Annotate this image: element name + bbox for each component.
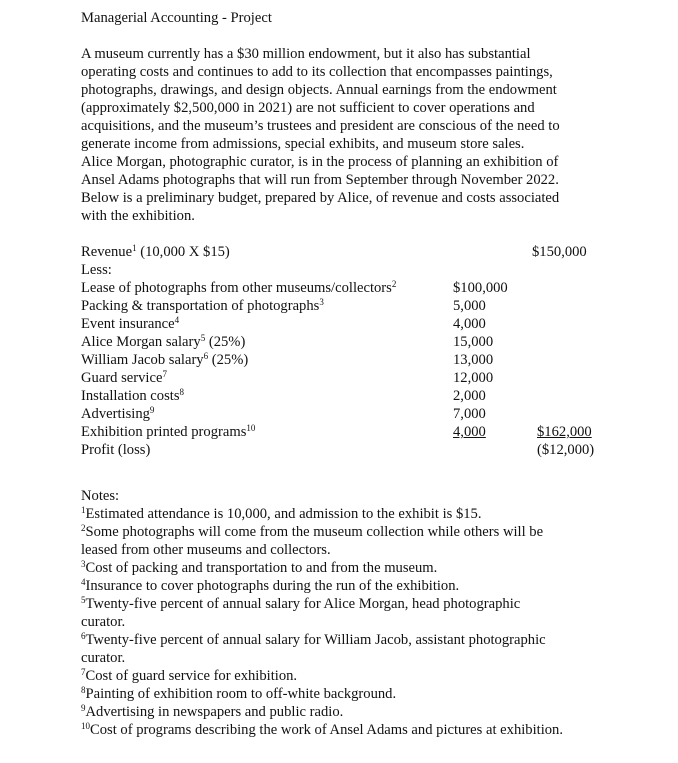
cost-suffix: (25%) [205,334,246,350]
note-line [81,667,641,685]
cost-amount: 4,000 [453,316,486,332]
intro-line: operating costs and continues to add to its collection that encompasses paintings, [81,64,553,80]
footnote-marker: 8 [179,387,184,397]
note-line [81,595,641,613]
cost-label: Installation costs [81,388,180,404]
cost-row-guard [81,369,641,387]
cost-row-lease [81,279,641,297]
note-text: Advertising in newspapers and public radio. [85,704,344,720]
cost-suffix: (25%) [208,352,249,368]
cost-amount: 7,000 [453,406,486,422]
note-text: curator. [81,650,126,666]
cost-label: Event insurance [81,316,175,332]
intro-line: Alice Morgan, photographic curator, is in the process of planning an exhibition of [81,154,559,170]
note-text: Twenty-five percent of annual salary for Alice Morgan, head photographic [85,596,521,612]
intro-line: generate income from admissions, special exhibits, and museum store sales. [81,136,525,152]
footnote-marker: 10 [246,423,256,433]
less-label: Less: [81,262,112,278]
footnote-marker: 6 [81,631,86,641]
cost-label: Advertising [81,406,150,422]
note-line [81,721,641,739]
cost-row-installation [81,387,641,405]
budget-table [81,243,641,459]
cost-row-william-salary [81,351,641,369]
footnote-marker: 2 [391,279,397,289]
intro-line: Below is a preliminary budget, prepared by Alice, of revenue and costs associated [81,190,560,206]
footnote-marker: 5 [200,333,206,343]
note-line [81,505,641,523]
notes-heading: Notes: [81,488,120,504]
profit-label: Profit (loss) [81,442,151,458]
less-row [81,261,641,279]
cost-label: William Jacob salary [81,352,204,368]
cost-amount: $100,000 [453,280,508,296]
revenue-detail: (10,000 X $15) [136,244,230,260]
cost-label: Guard service [81,370,163,386]
document-page [81,9,641,739]
note-text: leased from other museums and collectors. [81,542,331,558]
profit-row [81,441,641,459]
note-text: Insurance to cover photographs during the run of the exhibition. [85,578,460,594]
footnote-marker: 1 [132,243,137,253]
cost-label: Packing & transportation of photographs [81,298,320,314]
note-line [81,577,641,595]
footnote-marker: 3 [81,559,86,569]
note-line [81,613,641,631]
footnote-marker: 9 [149,405,155,415]
note-line [81,541,641,559]
footnote-marker: 4 [174,315,180,325]
note-line [81,523,641,541]
footnote-marker: 4 [81,577,86,587]
note-text: Estimated attendance is 10,000, and admission to the exhibit is $15. [85,506,482,522]
intro-line: (approximately $2,500,000 in 2021) are not sufficient to cover operations and [81,100,535,116]
cost-amount: 4,000 [453,424,486,440]
document-title: Managerial Accounting - Project [81,10,272,26]
profit-amount: ($12,000) [537,442,595,458]
note-line [81,649,641,667]
intro-paragraph [81,45,641,225]
intro-line: photographs, drawings, and design objects. Annual earnings from the endowment [81,82,557,98]
note-line [81,631,641,649]
cost-row-programs [81,423,641,441]
note-text: curator. [81,614,126,630]
note-line [81,559,641,577]
cost-row-insurance [81,315,641,333]
footnote-marker: 5 [81,595,86,605]
cost-label: Lease of photographs from other museums/collectors [81,280,392,296]
revenue-label: Revenue [81,244,133,260]
footnote-marker: 10 [81,721,90,731]
note-text: Twenty-five percent of annual salary for William Jacob, assistant photographic [85,632,546,648]
footnote-marker: 2 [81,523,86,533]
footnote-marker: 7 [162,369,167,379]
cost-label: Alice Morgan salary [81,334,201,350]
cost-label: Exhibition printed programs [81,424,247,440]
footnote-marker: 8 [81,685,86,695]
cost-row-advertising [81,405,641,423]
footnote-marker: 6 [203,351,209,361]
cost-amount: 13,000 [453,352,494,368]
footnote-marker: 1 [81,505,86,515]
note-line [81,703,641,721]
footnote-marker: 9 [81,703,86,713]
footnote-marker: 3 [319,297,324,307]
notes-section [81,487,641,739]
cost-amount: 2,000 [453,388,486,404]
intro-line: A museum currently has a $30 million endowment, but it also has substantial [81,46,531,62]
cost-amount: 15,000 [453,334,494,350]
intro-line: acquisitions, and the museum’s trustees and president are conscious of the need to [81,118,560,134]
revenue-amount: $150,000 [532,244,587,260]
cost-amount: 5,000 [453,298,486,314]
note-text: Some photographs will come from the museum collection while others will be [85,524,544,540]
cost-row-packing [81,297,641,315]
revenue-row [81,243,641,261]
footnote-marker: 7 [81,667,86,677]
note-text: Cost of packing and transportation to and from the museum. [85,560,438,576]
intro-line: Ansel Adams photographs that will run from September through November 2022. [81,172,559,188]
note-text: Painting of exhibition room to off-white background. [85,686,397,702]
total-costs-amount: $162,000 [537,424,592,440]
cost-row-alice-salary [81,333,641,351]
note-text: Cost of guard service for exhibition. [85,668,298,684]
intro-line: with the exhibition. [81,208,195,224]
note-line [81,685,641,703]
cost-amount: 12,000 [453,370,494,386]
note-text: Cost of programs describing the work of Ansel Adams and pictures at exhibition. [90,722,563,738]
